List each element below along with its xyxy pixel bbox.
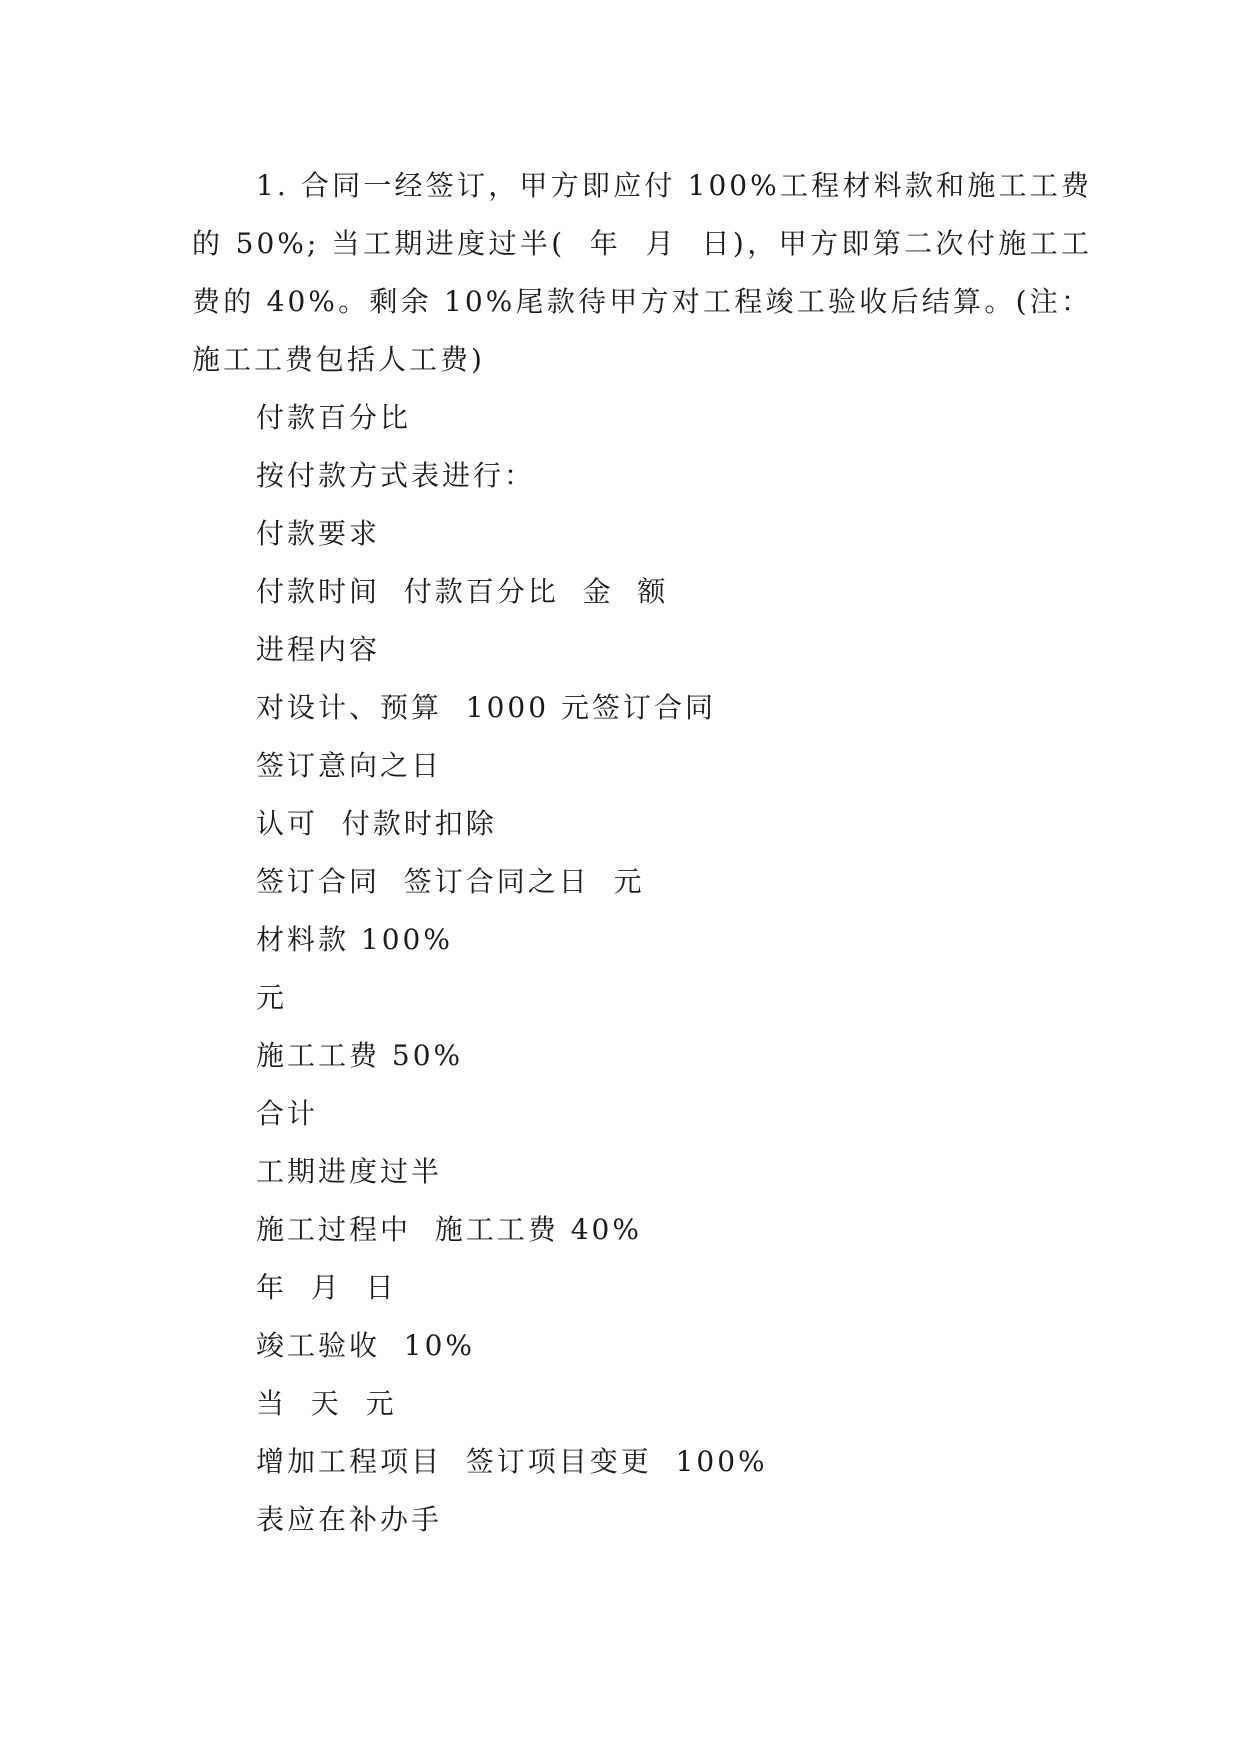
text-line-payment-method: 按付款方式表进行： [256, 459, 536, 492]
text-line-material-fee: 材料款 100% [256, 923, 453, 956]
text-line-midway-progress: 工期进度过半 [256, 1155, 443, 1188]
text-line-approval-deduction: 认可 付款时扣除 [256, 807, 497, 840]
text-line-sign-contract: 签订合同 签订合同之日 元 [256, 865, 645, 898]
text-line-supplement-procedure: 表应在补办手 [256, 1503, 443, 1536]
payment-terms-paragraph: 1. 合同一经签订，甲方即应付 100%工程材料款和施工工费的 50%; 当工期进度过半( 年 月 日)，甲方即第二次付施工工费的 40%。剩余 10%尾款待甲方对工程竣工验收后结算。(注：施工工费包括人工费) [192, 169, 1092, 376]
text-line-additional-items: 增加工程项目 签订项目变更 100% [256, 1445, 768, 1478]
document-body [192, 157, 1092, 1549]
text-line-construction-process: 施工过程中 施工工费 40% [256, 1213, 642, 1246]
text-line-payment-percentage: 付款百分比 [256, 401, 412, 434]
text-line-progress-content: 进程内容 [256, 633, 381, 666]
text-line-total: 合计 [256, 1097, 319, 1130]
text-line-table-header: 付款时间 付款百分比 金 额 [256, 575, 669, 608]
text-line-completion-acceptance: 竣工验收 10% [256, 1329, 476, 1362]
text-line-intent-date: 签订意向之日 [256, 749, 443, 782]
text-line-date: 年 月 日 [256, 1271, 397, 1304]
text-line-same-day: 当 天 元 [256, 1387, 397, 1420]
text-line-payment-requirements: 付款要求 [256, 517, 381, 550]
text-line-design-budget: 对设计、预算 1000 元签订合同 [256, 691, 716, 724]
text-line-labor-fee-50: 施工工费 50% [256, 1039, 464, 1072]
text-line-yuan: 元 [256, 981, 288, 1014]
